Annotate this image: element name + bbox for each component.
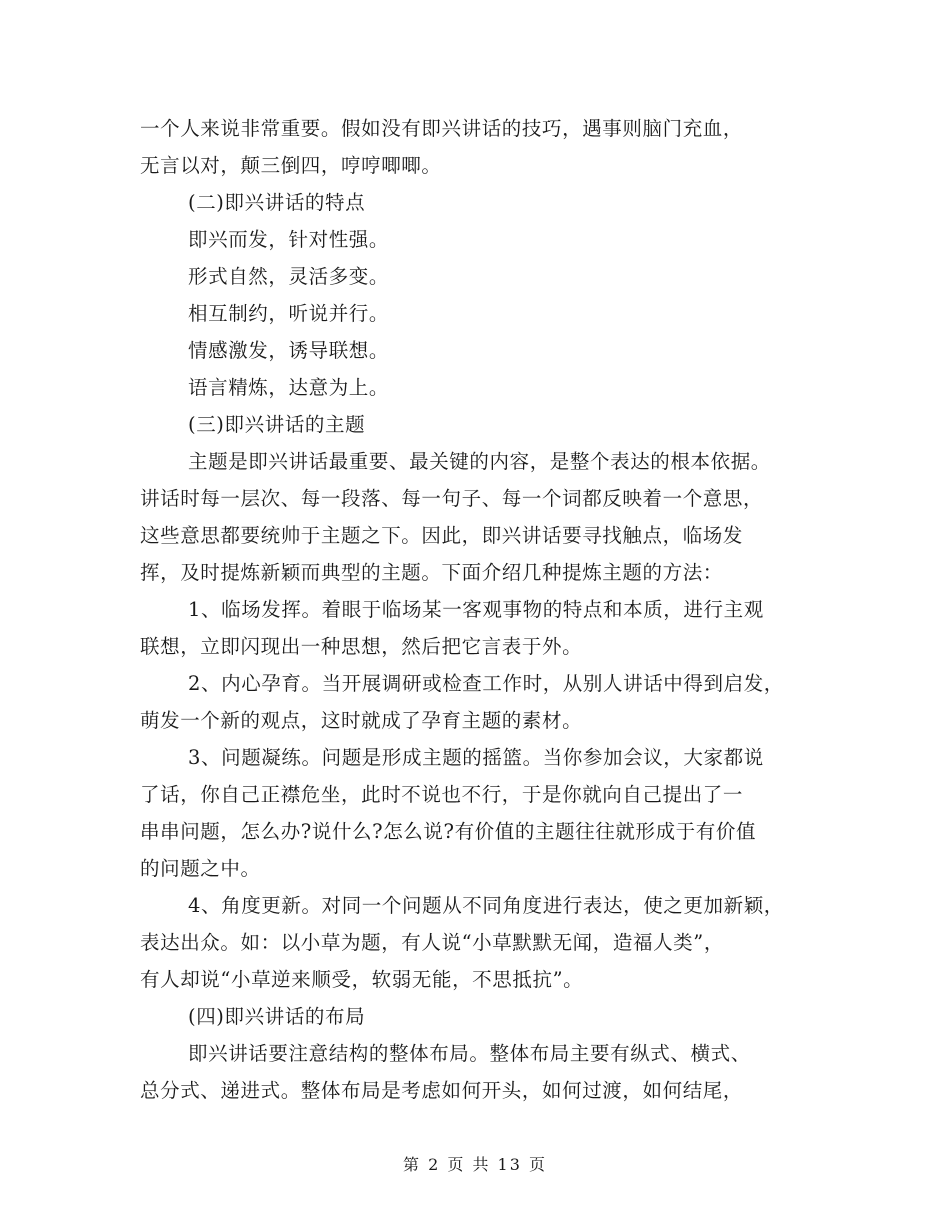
text-line: 情感激发，诱导联想。 bbox=[188, 339, 390, 362]
text-line: 语言精炼，达意为上。 bbox=[188, 376, 390, 399]
text-line: 联想，立即闪现出一种思想，然后把它言表于外。 bbox=[140, 635, 583, 658]
text-line: 相互制约，听说并行。 bbox=[188, 302, 390, 325]
text-line: 无言以对，颠三倒四，哼哼唧唧。 bbox=[140, 154, 442, 177]
page-number-footer: 第 2 页 共 13 页 bbox=[403, 1155, 547, 1174]
text-line: 讲话时每一层次、每一段落、每一句子、每一个词都反映着一个意思， bbox=[140, 487, 764, 510]
text-line: 这些意思都要统帅于主题之下。因此，即兴讲话要寻找触点，临场发 bbox=[140, 524, 744, 547]
text-line: 主题是即兴讲话最重要、最关键的内容，是整个表达的根本依据。 bbox=[188, 450, 771, 473]
text-line: 即兴而发，针对性强。 bbox=[188, 228, 390, 251]
text-line: 即兴讲话要注意结构的整体布局。整体布局主要有纵式、横式、 bbox=[188, 1042, 751, 1065]
text-line: 总分式、递进式。整体布局是考虑如何开头，如何过渡，如何结尾， bbox=[140, 1079, 744, 1102]
text-line: 4、角度更新。对同一个问题从不同角度进行表达，使之更加新颖， bbox=[188, 894, 784, 917]
text-line: (三)即兴讲话的主题 bbox=[188, 413, 366, 436]
text-line: 3、问题凝练。问题是形成主题的摇篮。当你参加会议，大家都说 bbox=[188, 746, 764, 769]
document-body bbox=[140, 110, 830, 1109]
text-line: 有人却说“小草逆来顺受，软弱无能，不思抵抗”。 bbox=[140, 968, 584, 991]
text-line: 形式自然，灵活多变。 bbox=[188, 265, 390, 288]
text-line: 一个人来说非常重要。假如没有即兴讲话的技巧，遇事则脑门充血， bbox=[140, 117, 744, 140]
text-line: 表达出众。如：以小草为题，有人说“小草默默无闻，造福人类”， bbox=[140, 931, 724, 954]
text-line: (二)即兴讲话的特点 bbox=[188, 191, 366, 214]
text-line: 1、临场发挥。着眼于临场某一客观事物的特点和本质，进行主观 bbox=[188, 598, 764, 621]
text-line: 萌发一个新的观点，这时就成了孕育主题的素材。 bbox=[140, 709, 583, 732]
text-line: 了话，你自己正襟危坐，此时不说也不行，于是你就向自己提出了一 bbox=[140, 783, 744, 806]
text-line: (四)即兴讲话的布局 bbox=[188, 1005, 366, 1028]
text-line: 2、内心孕育。当开展调研或检查工作时，从别人讲话中得到启发， bbox=[188, 672, 784, 695]
text-line: 串串问题，怎么办?说什么?怎么说?有价值的主题往往就形成于有价值 bbox=[140, 820, 757, 843]
text-line: 挥，及时提炼新颖而典型的主题。下面介绍几种提炼主题的方法： bbox=[140, 561, 723, 584]
text-line: 的问题之中。 bbox=[140, 857, 261, 880]
